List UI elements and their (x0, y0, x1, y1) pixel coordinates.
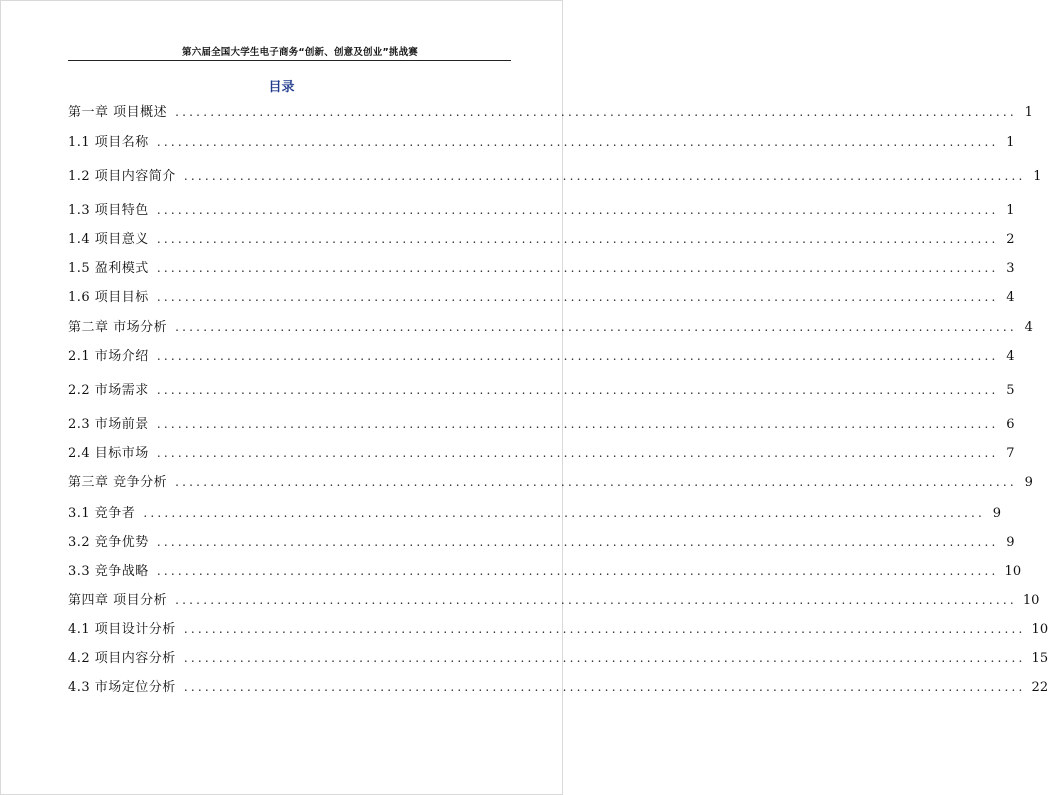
toc-dot-leader: ........................................................................................................................ (156, 564, 999, 578)
toc-entry-page: 10 (1022, 593, 1040, 608)
toc-entry[interactable] (68, 317, 1033, 337)
toc-entry-label: 第四章 项目分析 (68, 593, 168, 608)
toc-entry[interactable] (68, 472, 1033, 492)
toc-entry[interactable] (68, 619, 1048, 639)
toc-entry[interactable] (68, 414, 1015, 434)
toc-entry[interactable] (68, 132, 1015, 152)
running-header: 第六届全国大学生电子商务“创新、创意及创业”挑战赛 (182, 47, 418, 58)
toc-entry-label: 4.3 市场定位分析 (68, 680, 176, 695)
toc-entry-page: 1 (1006, 135, 1015, 150)
toc-entry-label: 2.1 市场介绍 (68, 349, 149, 364)
toc-entry-page: 6 (1006, 417, 1015, 432)
toc-entry-page: 4 (1024, 320, 1033, 335)
toc-entry-label: 4.1 项目设计分析 (68, 622, 176, 637)
toc-entry-label: 1.3 项目特色 (68, 203, 149, 218)
toc-entry-label: 3.2 竞争优势 (68, 535, 149, 550)
toc-entry[interactable] (68, 380, 1015, 400)
toc-entry-page: 4 (1006, 349, 1015, 364)
toc-entry-page: 9 (1024, 475, 1033, 490)
toc-entry-label: 3.3 竞争战略 (68, 564, 149, 579)
toc-entry[interactable] (68, 229, 1015, 249)
toc-dot-leader: ........................................................................................................................ (156, 290, 999, 304)
toc-entry-page: 9 (992, 506, 1002, 521)
toc-entry-page: 5 (1006, 383, 1015, 398)
toc-entry-label: 2.3 市场前景 (68, 417, 149, 432)
toc-entry[interactable] (68, 258, 1015, 278)
toc-entry[interactable] (68, 532, 1015, 552)
toc-dot-leader: ........................................................................................................................ (156, 232, 999, 246)
toc-entry-page: 1 (1006, 203, 1015, 218)
toc-entry-label: 1.6 项目目标 (68, 290, 149, 305)
toc-entry[interactable] (68, 346, 1015, 366)
toc-entry[interactable] (68, 590, 1040, 610)
toc-dot-leader: ........................................................................................................................ (175, 593, 1017, 607)
toc-entry-label: 1.4 项目意义 (68, 232, 149, 247)
toc-entry-page: 7 (1006, 446, 1015, 461)
toc-entry[interactable] (68, 443, 1015, 463)
toc-dot-leader: ........................................................................................................................ (143, 506, 986, 520)
toc-entry[interactable] (68, 166, 1042, 186)
toc-entry[interactable] (68, 287, 1015, 307)
toc-dot-leader: ........................................................................................................................ (156, 446, 999, 460)
toc-entry-page: 2 (1006, 232, 1015, 247)
toc-dot-leader: ........................................................................................................................ (156, 261, 999, 275)
toc-entry-page: 3 (1006, 261, 1015, 276)
toc-entry[interactable] (68, 561, 1022, 581)
toc-entry-label: 1.5 盈利模式 (68, 261, 149, 276)
toc-entry-page: 10 (1004, 564, 1022, 579)
toc-dot-leader: ........................................................................................................................ (183, 680, 1026, 694)
toc-entry-label: 1.1 项目名称 (68, 135, 149, 150)
toc-entry-label: 2.4 目标市场 (68, 446, 149, 461)
header-rule (68, 60, 511, 61)
toc-dot-leader: ........................................................................................................................ (156, 417, 999, 431)
toc-dot-leader: ........................................................................................................................ (183, 651, 1026, 665)
toc-entry-page: 9 (1006, 535, 1015, 550)
toc-entry-page: 1 (1033, 169, 1042, 184)
toc-title: 目录 (268, 80, 295, 95)
toc-entry[interactable] (68, 200, 1015, 220)
toc-entry-page: 22 (1031, 680, 1048, 695)
toc-entry[interactable] (68, 648, 1048, 668)
toc-dot-leader: ........................................................................................................................ (175, 105, 1017, 119)
toc-entry-page: 4 (1006, 290, 1015, 305)
toc-dot-leader: ........................................................................................................................ (183, 169, 1026, 183)
toc-entry-page: 15 (1031, 651, 1048, 666)
toc-entry-page: 1 (1024, 105, 1033, 120)
toc-dot-leader: ........................................................................................................................ (175, 475, 1017, 489)
toc-entry-label: 第一章 项目概述 (68, 105, 168, 120)
toc-dot-leader: ........................................................................................................................ (156, 383, 999, 397)
toc-entry-page: 10 (1031, 622, 1048, 637)
toc-entry-label: 1.2 项目内容简介 (68, 169, 176, 184)
toc-entry[interactable] (68, 677, 1048, 697)
toc-entry-label: 第二章 市场分析 (68, 320, 168, 335)
toc-entry[interactable] (68, 503, 1002, 523)
toc-dot-leader: ........................................................................................................................ (156, 135, 999, 149)
toc-dot-leader: ........................................................................................................................ (156, 535, 999, 549)
toc-dot-leader: ........................................................................................................................ (183, 622, 1026, 636)
toc-entry-label: 4.2 项目内容分析 (68, 651, 176, 666)
toc-entry-label: 3.1 竞争者 (68, 506, 136, 521)
toc-dot-leader: ........................................................................................................................ (175, 320, 1017, 334)
toc-entry-label: 第三章 竞争分析 (68, 475, 168, 490)
toc-entry[interactable] (68, 102, 1033, 122)
toc-dot-leader: ........................................................................................................................ (156, 349, 999, 363)
toc-dot-leader: ........................................................................................................................ (156, 203, 999, 217)
toc-entry-label: 2.2 市场需求 (68, 383, 149, 398)
